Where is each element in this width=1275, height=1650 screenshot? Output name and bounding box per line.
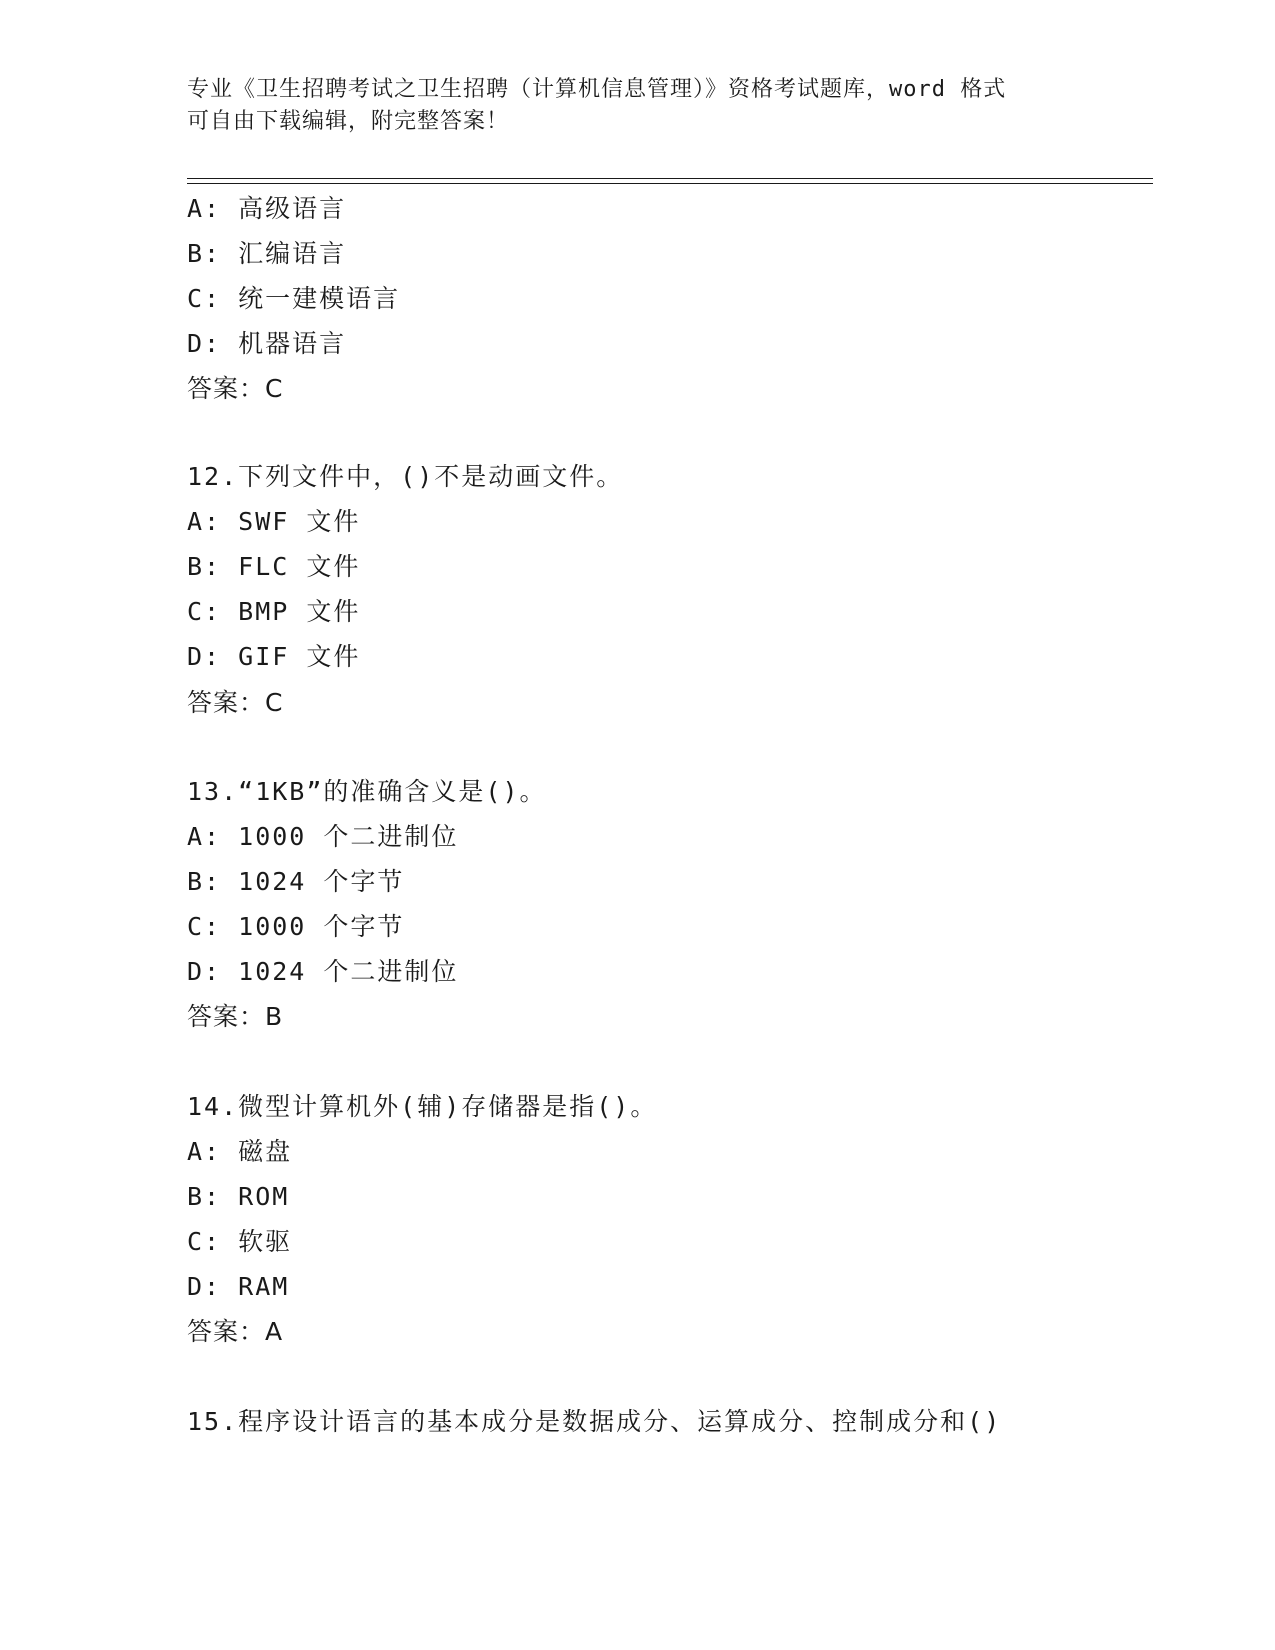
- q14-option-d: D: RAM: [187, 1272, 290, 1301]
- q12-option-b: B: FLC 文件: [187, 552, 361, 581]
- q11-answer: 答案：C: [187, 374, 284, 403]
- q15-question: 15.程序设计语言的基本成分是数据成分、运算成分、控制成分和(): [187, 1407, 1002, 1436]
- q13-option-c: C: 1000 个字节: [187, 912, 405, 941]
- q14-question: 14.微型计算机外(辅)存储器是指()。: [187, 1092, 658, 1121]
- q12-question: 12.下列文件中，()不是动画文件。: [187, 462, 624, 491]
- q11-option-c: C: 统一建模语言: [187, 284, 401, 313]
- q13-option-b: B: 1024 个字节: [187, 867, 405, 896]
- q13-option-d: D: 1024 个二进制位: [187, 957, 459, 986]
- q12-answer: 答案：C: [187, 688, 284, 717]
- q14-option-a: A: 磁盘: [187, 1137, 293, 1166]
- document-header: [187, 74, 1087, 138]
- q14-option-b: B: ROM: [187, 1182, 290, 1211]
- q12-option-d: D: GIF 文件: [187, 642, 361, 671]
- q12-option-a: A: SWF 文件: [187, 507, 361, 536]
- q14-answer: 答案：A: [187, 1317, 284, 1346]
- header-line-2: 可自由下载编辑，附完整答案！: [187, 109, 510, 134]
- q11-option-b: B: 汇编语言: [187, 239, 347, 268]
- q11-option-a: A: 高级语言: [187, 194, 347, 223]
- header-divider-top: [187, 178, 1153, 179]
- header-line-1: 专业《卫生招聘考试之卫生招聘（计算机信息管理）》资格考试题库，word 格式: [187, 77, 1007, 102]
- q13-question: 13.“1KB”的准确含义是()。: [187, 777, 547, 806]
- q14-option-c: C: 软驱: [187, 1227, 293, 1256]
- q12-option-c: C: BMP 文件: [187, 597, 361, 626]
- header-divider-bottom: [187, 183, 1153, 184]
- q13-answer: 答案：B: [187, 1002, 284, 1031]
- q13-option-a: A: 1000 个二进制位: [187, 822, 459, 851]
- q11-option-d: D: 机器语言: [187, 329, 347, 358]
